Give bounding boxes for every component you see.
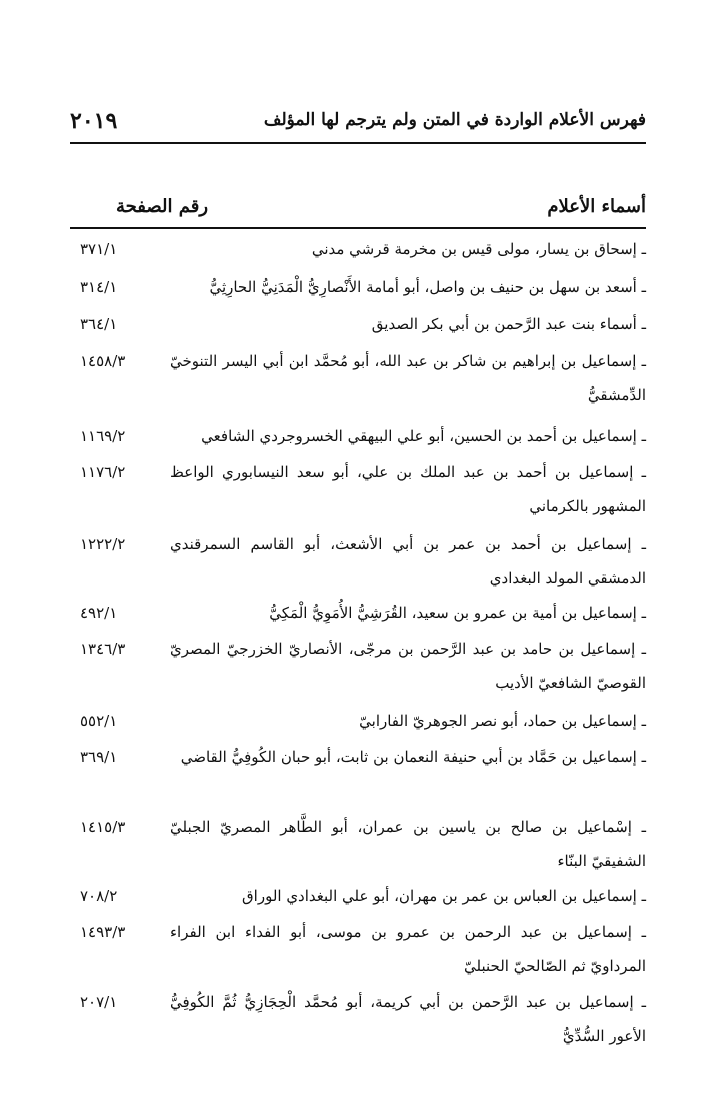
entry-name: ـ أسعد بن سهل بن حنيف بن واصل، أبو أمامة الأَنْصارِيُّ الْمَدَنِيُّ الحارِثِيُّ [209,278,646,296]
page-number: ٢٠١٩ [70,108,118,134]
header-title: فهرس الأعلام الواردة في المتن ولم يترجم لها المؤلف [263,110,646,130]
entry-page: ٥٥٢/١ [80,712,118,730]
entry-page: ٣٦٤/١ [80,315,118,333]
entry-page: ٣١٤/١ [80,278,118,296]
entry-name: ـ أسماء بنت عبد الرَّحمن بن أبي بكر الصديق [371,315,646,333]
entry-name: ـ إسحاق بن يسار، مولى قيس بن مخرمة قرشي مدني [311,240,646,258]
entry-name: ـ إسماعيل بن حامد بن عبد الرَّحمن بن مرجّى، الأنصاريّ الخزرجيّ المصريّ القوصيّ الشافعيّ الأديب [170,640,646,692]
entry-name: ـ إسماعيل بن عبد الرحمن بن عمرو بن موسى، أبو الفداء ابن الفراء المرداويّ ثم الصّالحيّ الحنبليّ [170,923,646,975]
entry-name: ـ إسماعيل بن أحمد بن عبد الملك بن علي، أبو سعد النيسابوري الواعظ المشهور بالكرماني [170,463,646,515]
entry-name: ـ إسماعيل بن أحمد بن عمر بن أبي الأشعث، أبو القاسم السمرقندي الدمشقي المولد البغدادي [170,535,646,587]
entry-name: ـ إسماعيل بن حماد، أبو نصر الجوهريّ الفارابيّ [359,712,646,730]
entry-page: ١٢٢٢/٢ [80,535,126,553]
entry-page: ٤٩٢/١ [80,604,118,622]
index-table-header [70,196,646,230]
entry-name: ـ إسماعيل بن حَمَّاد بن أبي حنيفة النعمان بن ثابت، أبو حبان الكُوفِيُّ القاضي [180,748,646,766]
entry-page: ١١٦٩/٢ [80,427,126,445]
entry-name: ـ إسماعيل بن أمية بن عمرو بن سعيد، القُرَشِيُّ الأُمَوِيُّ الْمَكِيُّ [269,604,646,622]
column-header-names: أسماء الأعلام [547,196,646,217]
entry-page: ١٤١٥/٣ [80,818,126,836]
entry-page: ٣٦٩/١ [80,748,118,766]
entry-page: ٢٠٧/١ [80,993,118,1011]
column-header-pages: رقم الصفحة [116,196,209,217]
entry-page: ٧٠٨/٢ [80,887,118,905]
table-header-rule [70,227,646,229]
entry-page: ١٤٩٣/٣ [80,923,126,941]
header-rule [70,142,646,144]
entry-name: ـ إسْماعيل بن صالح بن ياسين بن عمران، أبو الطَّاهر المصريّ الجبليّ الشفيقيّ البنّاء [170,818,646,870]
entry-name: ـ إسماعيل بن العباس بن عمر بن مهران، أبو علي البغدادي الوراق [242,887,646,905]
entry-page: ٣٧١/١ [80,240,118,258]
entry-page: ١٤٥٨/٣ [80,352,126,370]
entry-name: ـ إسماعيل بن عبد الرَّحمن بن أبي كريمة، أبو مُحمَّد الْحِجَازِيُّ ثُمَّ الكُوفِيُّ الأعور السُّدِّيُّ [170,993,646,1045]
page-header [70,108,646,144]
entry-page: ١١٧٦/٢ [80,463,126,481]
entry-name: ـ إسماعيل بن أحمد بن الحسين، أبو علي البيهقي الخسروجردي الشافعي [201,427,646,445]
entry-name: ـ إسماعيل بن إبراهيم بن شاكر بن عبد الله، أبو مُحمَّد ابن أبي اليسر التنوخيّ الدِّمشقيُّ [170,352,646,404]
entry-page: ١٣٤٦/٣ [80,640,126,658]
